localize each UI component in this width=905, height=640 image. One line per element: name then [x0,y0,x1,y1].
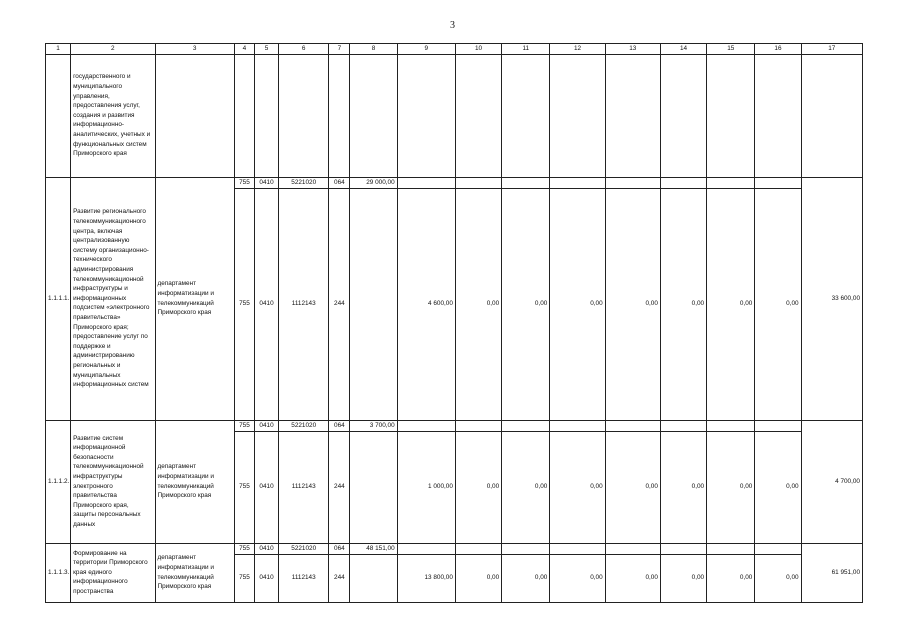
cell-value: 0,00 [455,188,501,420]
item-executor: департамент информатизации и телекоммуникаций Приморского края [155,420,234,543]
cell-value [755,420,801,431]
cell-value [455,543,501,554]
table-row [46,177,863,188]
cell-value [605,543,660,554]
cell-value: 0,00 [660,554,706,602]
cell-value [550,420,605,431]
cell-section: 0410 [254,554,278,602]
item-total: 61 951,00 [801,543,862,602]
cell-value: 0,00 [455,554,501,602]
cell-value [707,177,755,188]
cell-value [550,177,605,188]
column-header: 15 [707,44,755,55]
cell-value [755,543,801,554]
cell-grbs: 755 [234,177,254,188]
cell-value: 0,00 [550,188,605,420]
item-name: Развитие систем информационной безопасности телекоммуникационной инфраструктуры электронного правительства Приморского края, защиты персональных данных [71,420,155,543]
item-total: 4 700,00 [801,420,862,543]
column-header: 1 [46,44,71,55]
cell-target: 1112143 [279,431,329,543]
column-header: 17 [801,44,862,55]
column-header: 16 [755,44,801,55]
column-header: 6 [279,44,329,55]
page-number: 3 [450,20,455,31]
cell-type: 064 [329,177,350,188]
item-executor: департамент информатизации и телекоммуникаций Приморского края [155,177,234,420]
cell-value: 0,00 [707,188,755,420]
cell-value: 0,00 [502,431,550,543]
cell-value: 0,00 [455,431,501,543]
cell-value: 48 151,00 [350,543,397,554]
cell-value [605,420,660,431]
table-row [46,420,863,431]
budget-table [45,43,863,603]
column-header: 13 [605,44,660,55]
cell-value: 3 700,00 [350,420,397,431]
cell-section: 0410 [254,177,278,188]
cell-value [350,554,397,602]
item-number: 1.1.1.2. [46,420,71,543]
cell-value: 0,00 [605,431,660,543]
cell-grbs: 755 [234,431,254,543]
cell-value: 0,00 [707,431,755,543]
cell-type: 244 [329,554,350,602]
item-number: 1.1.1.3. [46,543,71,602]
cell-value [707,420,755,431]
cell-value [605,177,660,188]
cell-value: 0,00 [707,554,755,602]
cell-section: 0410 [254,188,278,420]
cell-type: 244 [329,188,350,420]
cell-section: 0410 [254,543,278,554]
cell-value: 0,00 [755,554,801,602]
cell-value [397,420,455,431]
column-header: 11 [502,44,550,55]
cell-value [755,177,801,188]
column-header: 14 [660,44,706,55]
cell-value: 0,00 [755,431,801,543]
cell-value [350,188,397,420]
cell-value [660,177,706,188]
continuation-row [46,54,863,177]
cell-target: 1112143 [279,188,329,420]
cell-target: 5221020 [279,543,329,554]
cell-type: 244 [329,431,350,543]
cell-value: 0,00 [502,188,550,420]
cell-grbs: 755 [234,543,254,554]
cell-value: 1 000,00 [397,431,455,543]
header-row [46,44,863,55]
item-executor: департамент информатизации и телекоммуникаций Приморского края [155,543,234,602]
cell-value [502,177,550,188]
cell-value [707,543,755,554]
item-number: 1.1.1.1. [46,177,71,420]
cell-value [660,543,706,554]
cell-value: 0,00 [755,188,801,420]
cell-value: 0,00 [660,431,706,543]
cell-target: 5221020 [279,177,329,188]
column-header: 5 [254,44,278,55]
cell-value [350,431,397,543]
cell-value: 0,00 [550,431,605,543]
cell-value: 0,00 [550,554,605,602]
cell-value: 0,00 [502,554,550,602]
column-header: 9 [397,44,455,55]
continuation-text: государственного и муниципального управления, предоставления услуг, создания и развития информационно-аналитических, учетных и функциональных систем Приморского края [71,54,155,177]
cell-target: 1112143 [279,554,329,602]
cell-value: 29 000,00 [350,177,397,188]
cell-value: 0,00 [605,188,660,420]
column-header: 7 [329,44,350,55]
cell-grbs: 755 [234,554,254,602]
cell-value [502,543,550,554]
cell-value: 0,00 [605,554,660,602]
column-header: 12 [550,44,605,55]
cell-section: 0410 [254,431,278,543]
cell-type: 064 [329,420,350,431]
cell-value: 13 800,00 [397,554,455,602]
cell-value [455,177,501,188]
item-name: Развитие регионального телекоммуникационного центра, включая централизованную систему организационно-технического администрирования телекоммуникационной инфраструктуры и информационных подсистем «электронного правительства» Приморского края; предоставление услуг по поддержке и администрированию региональных и муниципальных информационных систем [71,177,155,420]
cell-grbs: 755 [234,188,254,420]
column-header: 2 [71,44,155,55]
column-header: 8 [350,44,397,55]
cell-value [550,543,605,554]
table-row [46,543,863,554]
cell-value [397,543,455,554]
column-header: 10 [455,44,501,55]
cell-value: 0,00 [660,188,706,420]
cell-value [397,177,455,188]
item-name: Формирование на территории Приморского края единого информационного пространства [71,543,155,602]
cell-value [502,420,550,431]
cell-section: 0410 [254,420,278,431]
item-total: 33 600,00 [801,177,862,420]
cell-value [660,420,706,431]
cell-target: 5221020 [279,420,329,431]
column-header: 4 [234,44,254,55]
cell-type: 064 [329,543,350,554]
cell-grbs: 755 [234,420,254,431]
cell-value [455,420,501,431]
cell-value: 4 600,00 [397,188,455,420]
column-header: 3 [155,44,234,55]
